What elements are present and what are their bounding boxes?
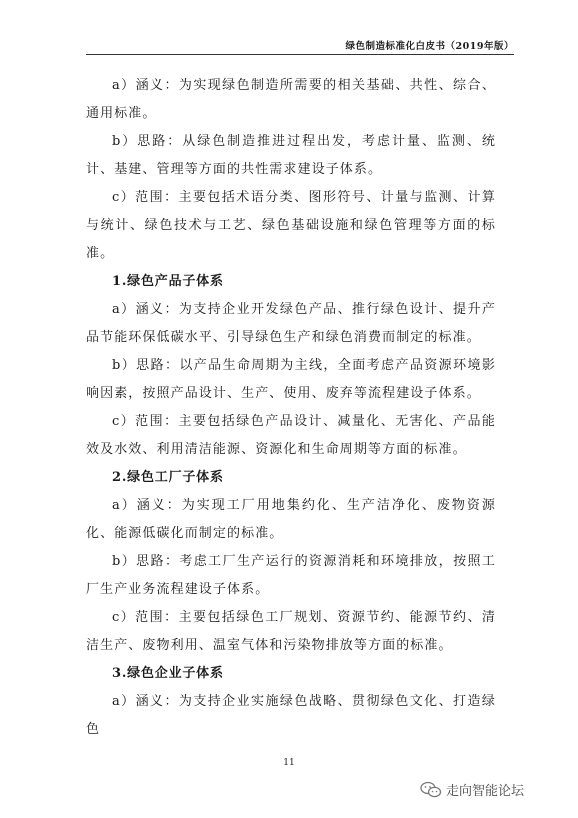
paragraph-product-definition: a）涵义：为支持企业开发绿色产品、推行绿色设计、提升产品节能环保低碳水平、引导绿色生产和绿色消费而制定的标准。 bbox=[86, 302, 496, 345]
paragraph-product-approach: b）思路：以产品生命周期为主线，全面考虑产品资源环境影响因素，按照产品设计、生产、使用、废弃等流程建设子体系。 bbox=[86, 358, 496, 401]
watermark bbox=[420, 780, 524, 799]
page-number: 11 bbox=[283, 758, 295, 768]
wechat-icon bbox=[420, 781, 442, 799]
paragraph-enterprise-definition: a）涵义：为支持企业实施绿色战略、贯彻绿色文化、打造绿色 bbox=[86, 694, 496, 737]
paragraph-factory-definition: a）涵义：为实现工厂用地集约化、生产洁净化、废物资源化、能源低碳化而制定的标准。 bbox=[86, 498, 496, 541]
header-rule bbox=[86, 54, 514, 55]
section-heading-green-factory: 2.绿色工厂子体系 bbox=[112, 470, 224, 485]
paragraph-general-approach: b）思路：从绿色制造推进过程出发，考虑计量、监测、统计、基建、管理等方面的共性需求建设子体系。 bbox=[86, 134, 496, 177]
watermark-text: 走向智能论坛 bbox=[446, 784, 525, 799]
section-heading-green-product: 1.绿色产品子体系 bbox=[112, 274, 224, 289]
running-header: 绿色制造标准化白皮书（2019年版） bbox=[345, 41, 514, 52]
paragraph-general-definition: a）涵义：为实现绿色制造所需要的相关基础、共性、综合、通用标准。 bbox=[86, 78, 496, 121]
paragraph-factory-scope: c）范围：主要包括绿色工厂规划、资源节约、能源节约、清洁生产、废物利用、温室气体和污染物排放等方面的标准。 bbox=[86, 610, 496, 653]
paragraph-factory-approach: b）思路：考虑工厂生产运行的资源消耗和环境排放，按照工厂生产业务流程建设子体系。 bbox=[86, 554, 496, 597]
paragraph-product-scope: c）范围：主要包括绿色产品设计、减量化、无害化、产品能效及水效、利用清洁能源、资源化和生命周期等方面的标准。 bbox=[86, 414, 496, 457]
page-body bbox=[86, 72, 496, 744]
section-heading-green-enterprise: 3.绿色企业子体系 bbox=[112, 666, 224, 681]
paragraph-general-scope: c）范围：主要包括术语分类、图形符号、计量与监测、计算与统计、绿色技术与工艺、绿色基础设施和绿色管理等方面的标准。 bbox=[86, 190, 496, 261]
